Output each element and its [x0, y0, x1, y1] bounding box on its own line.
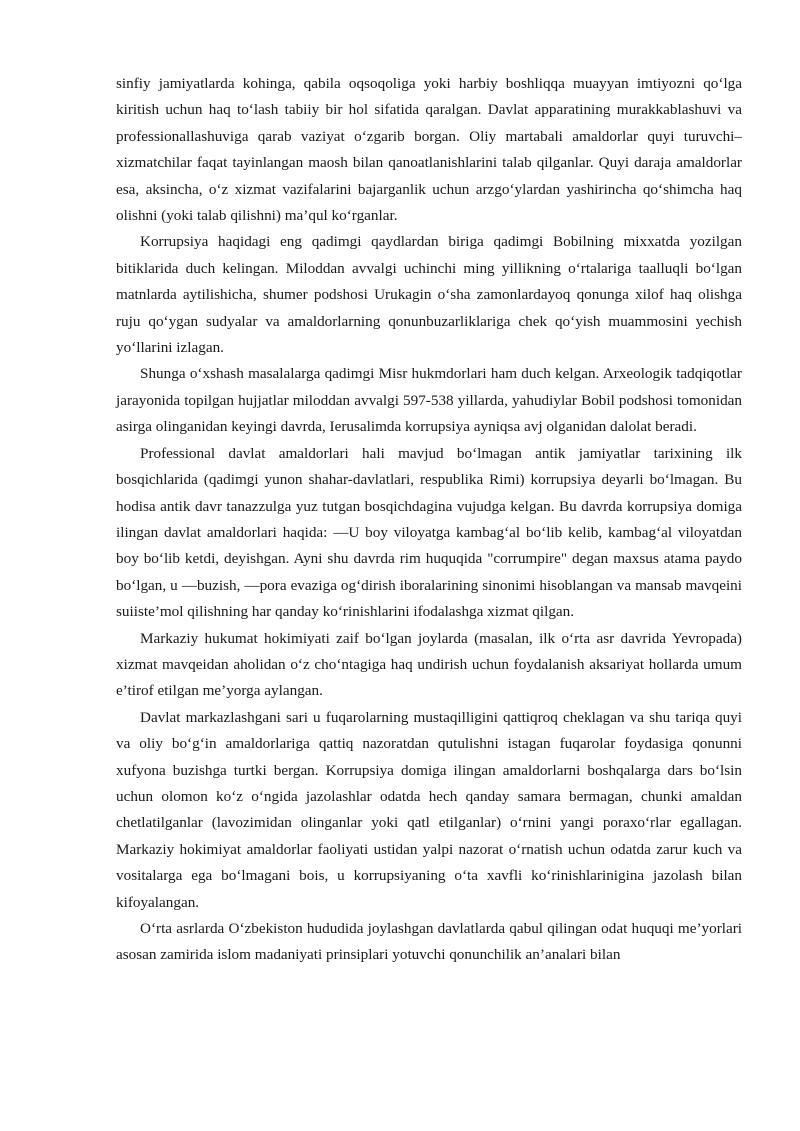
paragraph-centralization: Davlat markazlashgani sari u fuqarolarning mustaqilligini qattiqroq cheklagan va shu tariqa quyi va oliy bo‘g‘in amaldorlariga qattiq nazoratdan qutulishni istagan fuqarolar foydasiga qonunni xufyona buzishga turtki bergan. Korrupsiya domiga ilingan amaldorlarni boshqalarga dars bo‘lsin uchun olomon ko‘z o‘ngida jazolashlar odatda hech qanday samara bermagan, chunki amaldan chetlatilganlar (lavozimidan olinganlar yoki qatl etilganlar) o‘rnini yangi poraxo‘rlar egallagan. Markaziy hokimiyat amaldorlar faoliyati ustidan yalpi nazorat o‘rnatish uchun odatda zarur kuch va vositalarga ega bo‘lmagani bois, u korrupsiyaning o‘ta xavfli ko‘rinishlarinigina jazolash bilan kifoyalangan.: [116, 708, 742, 911]
paragraph-middle-ages-europe: Markaziy hukumat hokimiyati zaif bo‘lgan joylarda (masalan, ilk o‘rta asr davrida Yevropada) xizmat mavqeidan aholidan o‘z cho‘ntagiga haq undirish uchun foydalanish aksariyat hollarda umum e’tirof etilgan me’yorga aylangan.: [116, 629, 742, 700]
paragraph-continuation: sinfiy jamiyatlarda kohinga, qabila oqsoqoliga yoki harbiy boshliqqa muayyan imtiyozni qo‘lga kiritish uchun haq to‘lash tabiiy bir hol sifatida qaralgan. Davlat apparatining murakkablashuvi va professionallashuviga qarab vaziyat o‘zgarib borgan. Oliy martabali amaldorlar quyi turuvchi–xizmatchilar faqat tayinlangan maosh bilan qanoatlanishlarini talab qilganlar. Quyi daraja amaldorlar esa, aksincha, o‘z xizmat vazifalarini bajarganlik uchun arzgo‘ylardan yashirincha qo‘shimcha haq olishni (yoki talab qilishni) ma’qul ko‘rganlar.: [116, 75, 742, 225]
paragraph-egypt: Shunga o‘xshash masalalarga qadimgi Misr hukmdorlari ham duch kelgan. Arxeologik tadqiqotlar jarayonida topilgan hujjatlar miloddan avvalgi 597-538 yillarda, yahudiylar Bobil podshosi tomonidan asirga olinganidan keyingi davrda, Ierusalimda korrupsiya ayniqsa avj olganidan dalolat beradi.: [116, 365, 742, 436]
paragraph-antiquity: Professional davlat amaldorlari hali mavjud bo‘lmagan antik jamiyatlar tarixining ilk bosqichlarida (qadimgi yunon shahar-davlatlari, respublika Rimi) korrupsiya deyarli bo‘lmagan. Bu hodisa antik davr tanazzulga yuz tutgan bosqichdagina vujudga kelgan. Bu davrda korrupsiya domiga ilingan davlat amaldorlari haqida: —U boy viloyatga kambag‘al bo‘lib kelib, kambag‘al viloyatdan boy bo‘lib ketdi, deyishgan. Ayni shu davrda rim huquqida "corrumpire" degan maxsus atama paydo bo‘lgan, u —buzish, —pora evaziga og‘dirish iboralarining sinonimi hisoblangan va mansab mavqeini suiiste’mol qilishning har qanday ko‘rinishlarini ifodalashga xizmat qilgan.: [116, 444, 742, 621]
paragraph-babylon: Korrupsiya haqidagi eng qadimgi qaydlardan biriga qadimgi Bobilning mixxatda yozilgan bitiklarida duch kelingan. Miloddan avvalgi uchinchi ming yillikning o‘rtalariga taalluqli bo‘lgan matnlarda aytilishicha, shumer podshosi Urukagin o‘sha zamonlardayoq qonunga xilof haq olishga ruju qo‘ygan sudyalar va amaldorlarning qonunbuzarliklariga chek qo‘yish muammosini yechish yo‘llarini izlagan.: [116, 233, 742, 357]
document-page: [116, 71, 742, 969]
paragraph-uzbekistan: O‘rta asrlarda O‘zbekiston hududida joylashgan davlatlarda qabul qilingan odat huquqi me’yorlari asosan zamirida islom madaniyati prinsiplari yotuvchi qonunchilik an’analari bilan: [116, 920, 742, 964]
